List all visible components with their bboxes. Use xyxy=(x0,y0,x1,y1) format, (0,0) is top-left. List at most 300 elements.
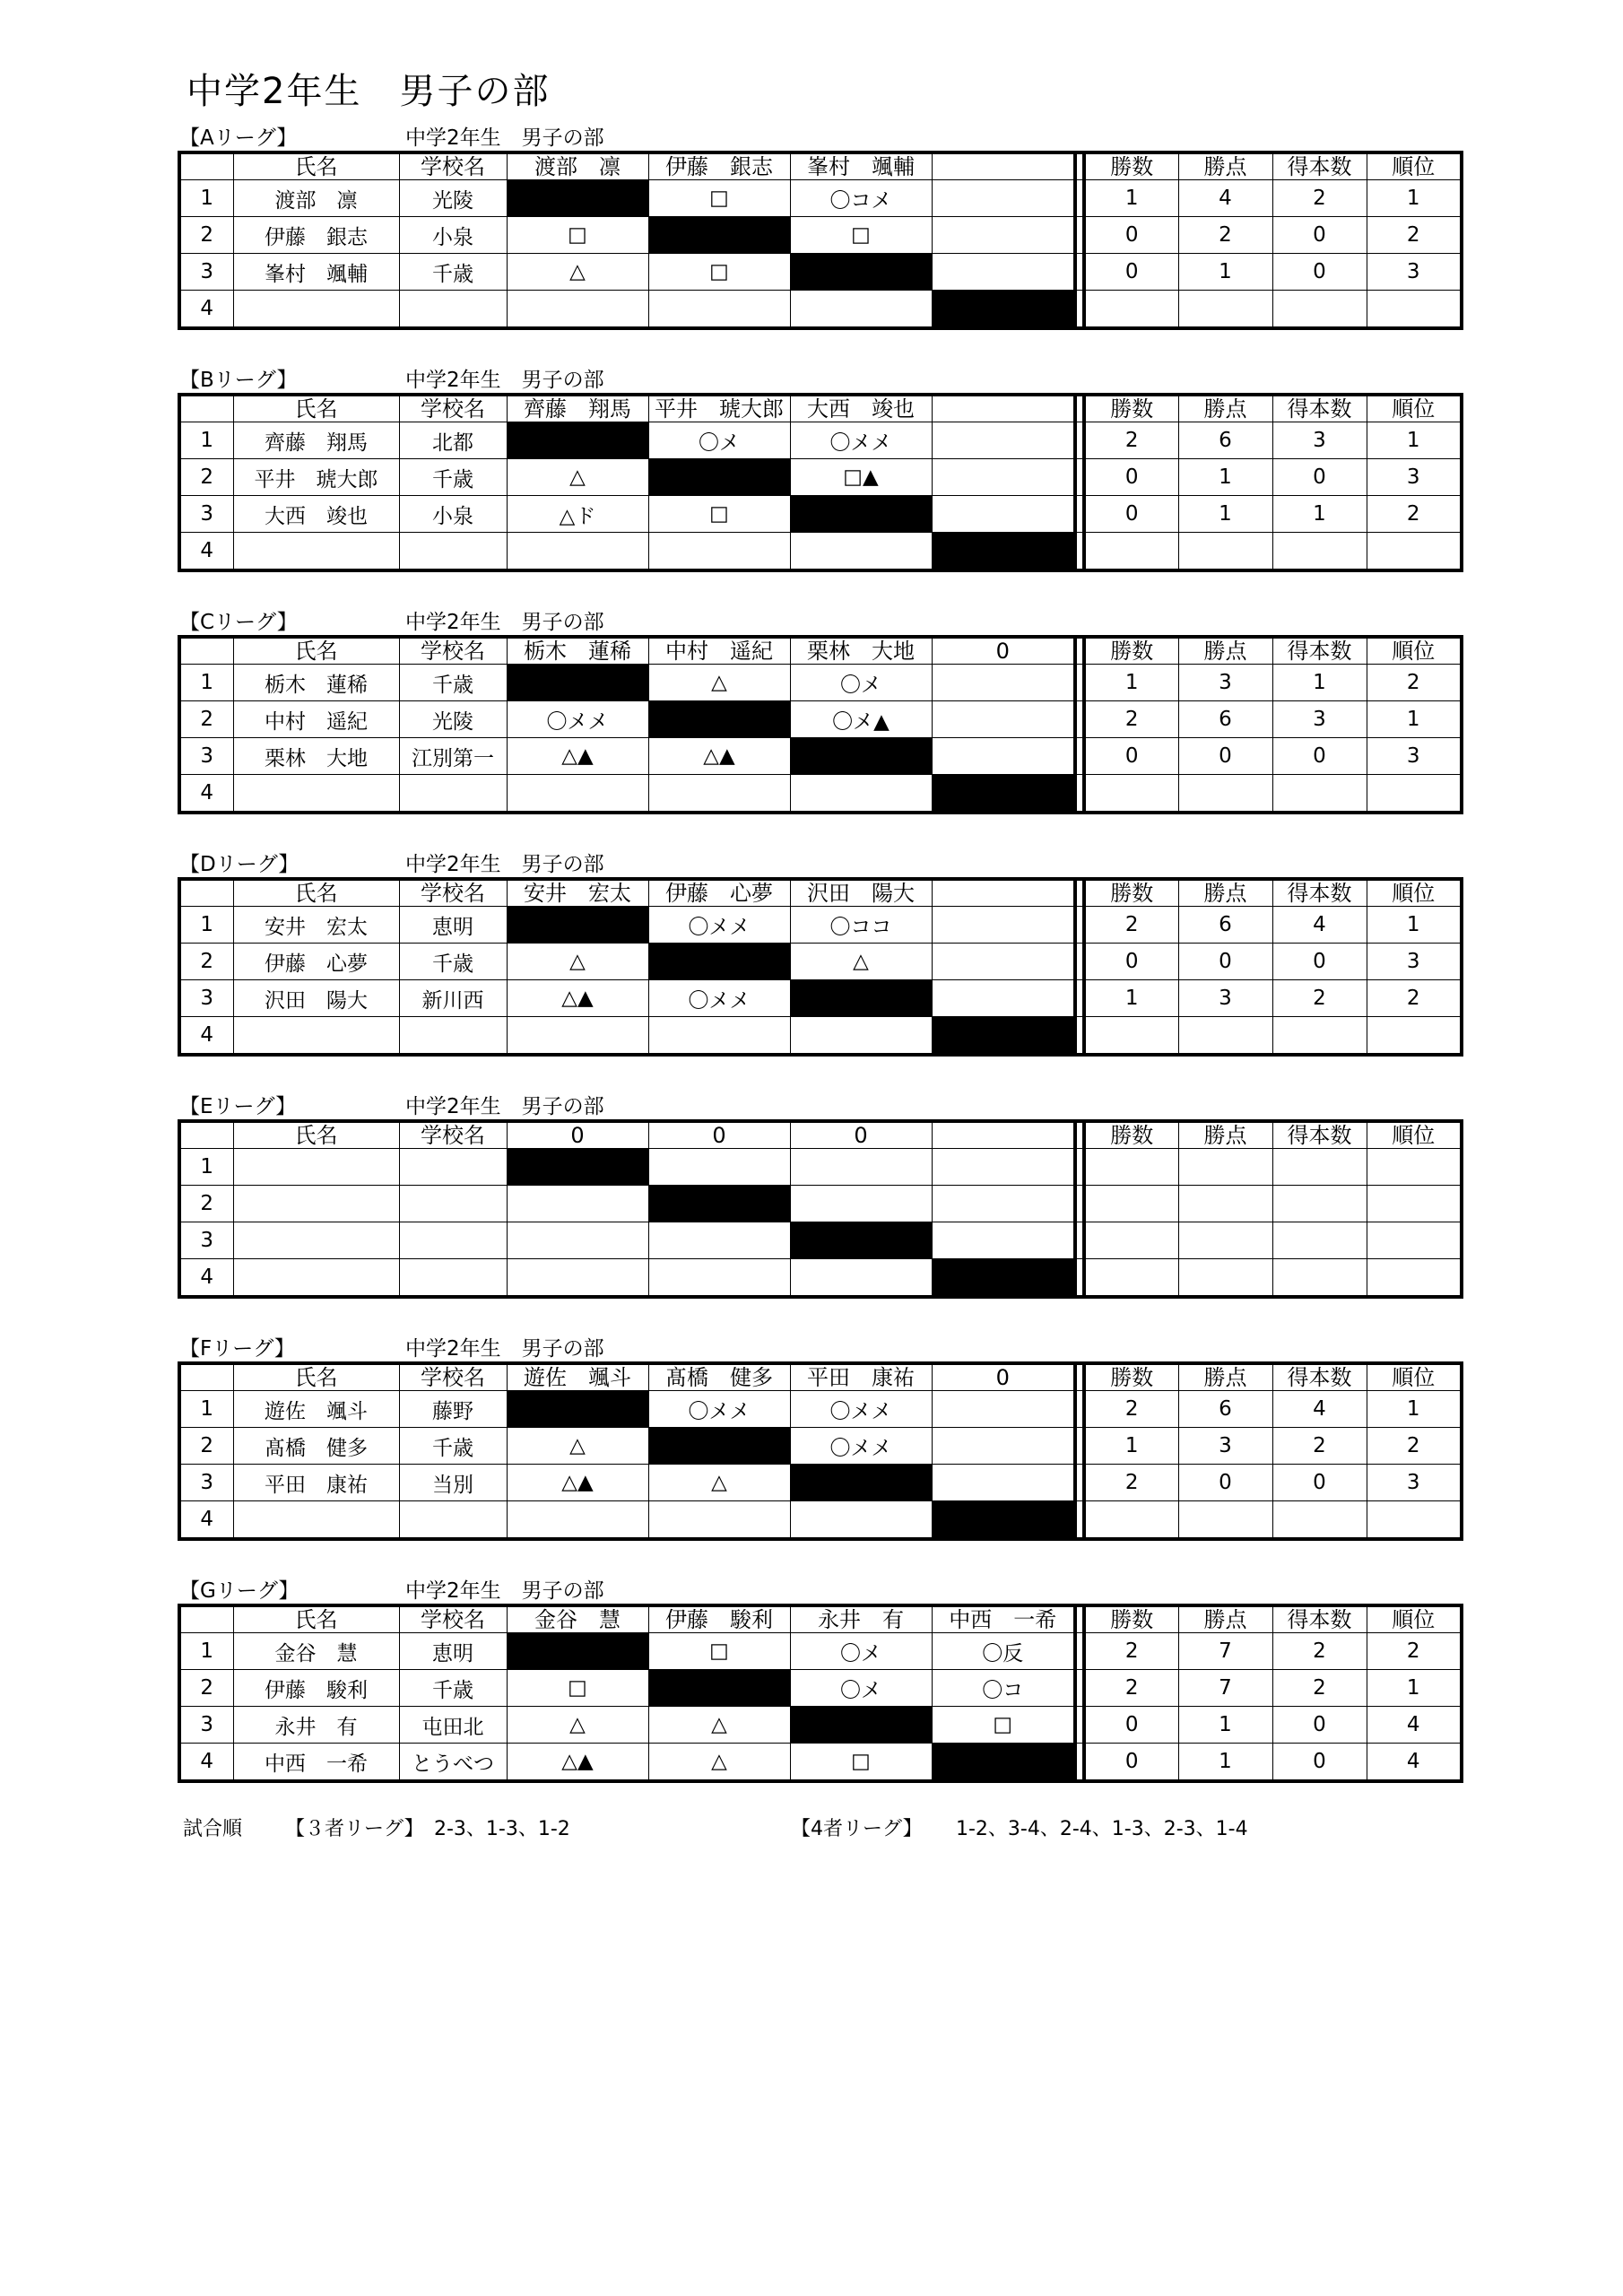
player-row xyxy=(179,1391,1462,1428)
header-opponent: 永井 有 xyxy=(790,1605,932,1633)
match-result xyxy=(648,775,790,813)
player-row xyxy=(179,533,1462,571)
player-name: 金谷 慧 xyxy=(233,1633,399,1670)
player-row xyxy=(179,738,1462,775)
player-row xyxy=(179,701,1462,738)
player-name: 伊藤 心夢 xyxy=(233,944,399,980)
match-result: 〇メ xyxy=(648,422,790,459)
row-number: 2 xyxy=(179,701,233,738)
player-school: 江別第一 xyxy=(399,738,507,775)
column-gap xyxy=(1075,217,1084,254)
stat-ippon: 2 xyxy=(1272,1428,1367,1465)
match-result xyxy=(932,701,1075,738)
column-gap xyxy=(1075,1744,1084,1782)
match-result xyxy=(790,1186,932,1222)
stat-wins xyxy=(1084,1501,1178,1540)
stat-rank: 3 xyxy=(1367,944,1462,980)
stat-ippon: 4 xyxy=(1272,1391,1367,1428)
stat-wins: 2 xyxy=(1084,1670,1178,1707)
stat-ippon: 2 xyxy=(1272,1670,1367,1707)
player-school: 光陵 xyxy=(399,701,507,738)
stat-wins xyxy=(1084,1259,1178,1298)
player-school xyxy=(399,1017,507,1056)
header-opponent xyxy=(932,1121,1075,1149)
player-row xyxy=(179,907,1462,944)
header-opponent xyxy=(932,152,1075,180)
player-school: 新川西 xyxy=(399,980,507,1017)
match-result: 〇メ▲ xyxy=(790,701,932,738)
player-row xyxy=(179,944,1462,980)
player-name: 永井 有 xyxy=(233,1707,399,1744)
player-name xyxy=(233,533,399,571)
header-wins: 勝数 xyxy=(1084,879,1178,907)
match-result xyxy=(932,1391,1075,1428)
player-school: 屯田北 xyxy=(399,1707,507,1744)
row-number: 2 xyxy=(179,1670,233,1707)
stat-rank: 2 xyxy=(1367,980,1462,1017)
player-name: 平田 康祐 xyxy=(233,1465,399,1501)
stat-ippon: 3 xyxy=(1272,422,1367,459)
header-row xyxy=(179,1363,1462,1391)
stat-ippon: 2 xyxy=(1272,180,1367,217)
header-school: 学校名 xyxy=(399,152,507,180)
match-result xyxy=(932,217,1075,254)
row-number: 1 xyxy=(179,1149,233,1186)
league-table xyxy=(178,1119,1463,1299)
match-result: □ xyxy=(648,496,790,533)
league-block xyxy=(178,1336,1460,1541)
player-row xyxy=(179,1149,1462,1186)
header-opponent: 栃木 蓮稀 xyxy=(507,637,648,665)
match-result xyxy=(790,533,932,571)
header-name: 氏名 xyxy=(233,637,399,665)
header-opponent xyxy=(932,879,1075,907)
stat-ippon: 1 xyxy=(1272,496,1367,533)
match-result xyxy=(932,738,1075,775)
header-opponent: 渡部 凛 xyxy=(507,152,648,180)
stat-points: 1 xyxy=(1178,1707,1272,1744)
match-result xyxy=(648,1259,790,1298)
stat-ippon xyxy=(1272,1259,1367,1298)
stat-ippon xyxy=(1272,1017,1367,1056)
stat-points: 1 xyxy=(1178,459,1272,496)
header-opponent xyxy=(932,395,1075,422)
player-row xyxy=(179,1259,1462,1298)
row-number: 2 xyxy=(179,217,233,254)
self-match-blackout xyxy=(648,217,790,254)
header-wins: 勝数 xyxy=(1084,152,1178,180)
match-result: □ xyxy=(507,1670,648,1707)
match-result xyxy=(932,980,1075,1017)
player-school: 恵明 xyxy=(399,1633,507,1670)
column-gap xyxy=(1075,1259,1084,1298)
stat-rank xyxy=(1367,1259,1462,1298)
player-school: 小泉 xyxy=(399,217,507,254)
column-gap xyxy=(1075,1428,1084,1465)
header-cell-no xyxy=(179,637,233,665)
stat-ippon xyxy=(1272,1501,1367,1540)
header-wins: 勝数 xyxy=(1084,637,1178,665)
self-match-blackout xyxy=(790,496,932,533)
player-name: 遊佐 颯斗 xyxy=(233,1391,399,1428)
column-gap xyxy=(1075,180,1084,217)
stat-points: 3 xyxy=(1178,980,1272,1017)
player-row xyxy=(179,1707,1462,1744)
row-number: 1 xyxy=(179,907,233,944)
row-number: 3 xyxy=(179,980,233,1017)
four-league-label: 【4者リーグ】 xyxy=(791,1818,923,1840)
player-school: 恵明 xyxy=(399,907,507,944)
stat-points: 3 xyxy=(1178,1428,1272,1465)
league-table xyxy=(178,1361,1463,1541)
header-opponent: 中西 一希 xyxy=(932,1605,1075,1633)
header-school: 学校名 xyxy=(399,1121,507,1149)
stat-points: 7 xyxy=(1178,1633,1272,1670)
league-header xyxy=(178,1578,1460,1604)
header-opponent: 峯村 颯輔 xyxy=(790,152,932,180)
stat-ippon: 0 xyxy=(1272,1465,1367,1501)
match-result: △▲ xyxy=(507,980,648,1017)
stat-ippon: 0 xyxy=(1272,1707,1367,1744)
league-name: 【Eリーグ】 xyxy=(179,1095,297,1118)
league-table xyxy=(178,393,1463,572)
self-match-blackout xyxy=(790,254,932,291)
self-match-blackout xyxy=(648,944,790,980)
match-result xyxy=(790,1259,932,1298)
match-result: △▲ xyxy=(507,738,648,775)
player-row xyxy=(179,1017,1462,1056)
header-opponent: 沢田 陽大 xyxy=(790,879,932,907)
match-result: 〇メメ xyxy=(790,422,932,459)
stat-points xyxy=(1178,1186,1272,1222)
stat-rank: 1 xyxy=(1367,1391,1462,1428)
stat-wins: 0 xyxy=(1084,1744,1178,1782)
match-result: 〇メ xyxy=(790,1633,932,1670)
stat-rank xyxy=(1367,775,1462,813)
header-cell-no xyxy=(179,1605,233,1633)
row-number: 2 xyxy=(179,1186,233,1222)
header-row xyxy=(179,152,1462,180)
match-result xyxy=(932,459,1075,496)
header-cell-no xyxy=(179,879,233,907)
three-league-label: 【３者リーグ】 xyxy=(285,1818,424,1840)
player-school xyxy=(399,775,507,813)
player-school: 光陵 xyxy=(399,180,507,217)
stat-ippon: 2 xyxy=(1272,980,1367,1017)
stat-wins xyxy=(1084,291,1178,329)
stat-points: 6 xyxy=(1178,701,1272,738)
self-match-blackout xyxy=(932,291,1075,329)
header-opponent: 平井 琥大郎 xyxy=(648,395,790,422)
match-result: △▲ xyxy=(648,738,790,775)
header-name: 氏名 xyxy=(233,1121,399,1149)
header-points: 勝点 xyxy=(1178,879,1272,907)
player-name xyxy=(233,775,399,813)
self-match-blackout xyxy=(648,1186,790,1222)
player-school: 千歳 xyxy=(399,1428,507,1465)
match-result: △ xyxy=(648,1744,790,1782)
match-result xyxy=(932,496,1075,533)
match-result: 〇メ xyxy=(790,1670,932,1707)
stat-points xyxy=(1178,1501,1272,1540)
stat-ippon xyxy=(1272,775,1367,813)
league-subtitle: 中学2年生 男子の部 xyxy=(405,369,604,392)
header-name: 氏名 xyxy=(233,152,399,180)
header-rank: 順位 xyxy=(1367,395,1462,422)
stat-wins: 1 xyxy=(1084,180,1178,217)
match-result xyxy=(932,1465,1075,1501)
player-name: 峯村 颯輔 xyxy=(233,254,399,291)
header-opponent: 0 xyxy=(932,1363,1075,1391)
column-gap xyxy=(1075,395,1084,422)
header-ippon: 得本数 xyxy=(1272,1605,1367,1633)
header-ippon: 得本数 xyxy=(1272,1363,1367,1391)
match-result: 〇ココ xyxy=(790,907,932,944)
header-rank: 順位 xyxy=(1367,1363,1462,1391)
player-row xyxy=(179,1465,1462,1501)
header-rank: 順位 xyxy=(1367,152,1462,180)
header-points: 勝点 xyxy=(1178,152,1272,180)
stat-ippon: 0 xyxy=(1272,944,1367,980)
league-subtitle: 中学2年生 男子の部 xyxy=(405,126,604,150)
match-result xyxy=(790,291,932,329)
row-number: 1 xyxy=(179,180,233,217)
header-opponent: 平田 康祐 xyxy=(790,1363,932,1391)
match-result xyxy=(507,1501,648,1540)
match-result: △▲ xyxy=(507,1465,648,1501)
player-row xyxy=(179,1670,1462,1707)
stat-ippon: 0 xyxy=(1272,1744,1367,1782)
column-gap xyxy=(1075,944,1084,980)
column-gap xyxy=(1075,1633,1084,1670)
header-school: 学校名 xyxy=(399,1605,507,1633)
column-gap xyxy=(1075,1121,1084,1149)
match-result xyxy=(932,180,1075,217)
league-block xyxy=(178,852,1460,1057)
self-match-blackout xyxy=(507,1633,648,1670)
stat-points: 1 xyxy=(1178,254,1272,291)
stat-wins xyxy=(1084,533,1178,571)
row-number: 4 xyxy=(179,533,233,571)
self-match-blackout xyxy=(507,1149,648,1186)
stat-wins: 1 xyxy=(1084,1428,1178,1465)
stat-points: 0 xyxy=(1178,1465,1272,1501)
header-points: 勝点 xyxy=(1178,1363,1272,1391)
stat-rank: 1 xyxy=(1367,701,1462,738)
page-title: 中学2年生 男子の部 xyxy=(187,71,551,112)
player-row xyxy=(179,1428,1462,1465)
self-match-blackout xyxy=(507,907,648,944)
player-school: 千歳 xyxy=(399,665,507,701)
row-number: 3 xyxy=(179,496,233,533)
header-row xyxy=(179,395,1462,422)
stat-rank: 3 xyxy=(1367,459,1462,496)
player-row xyxy=(179,217,1462,254)
stat-wins xyxy=(1084,1222,1178,1259)
match-result: △ xyxy=(648,1465,790,1501)
self-match-blackout xyxy=(932,1744,1075,1782)
column-gap xyxy=(1075,1501,1084,1540)
header-ippon: 得本数 xyxy=(1272,879,1367,907)
match-result: △▲ xyxy=(507,1744,648,1782)
match-result: □ xyxy=(648,1633,790,1670)
header-school: 学校名 xyxy=(399,395,507,422)
league-table xyxy=(178,877,1463,1057)
header-opponent: 金谷 慧 xyxy=(507,1605,648,1633)
row-number: 1 xyxy=(179,665,233,701)
stat-ippon: 2 xyxy=(1272,1633,1367,1670)
league-header xyxy=(178,126,1460,151)
column-gap xyxy=(1075,1605,1084,1633)
header-rank: 順位 xyxy=(1367,879,1462,907)
header-opponent: 0 xyxy=(790,1121,932,1149)
match-result xyxy=(648,1501,790,1540)
match-result xyxy=(648,291,790,329)
self-match-blackout xyxy=(932,533,1075,571)
match-result: 〇コメ xyxy=(790,180,932,217)
self-match-blackout xyxy=(648,701,790,738)
stat-wins: 1 xyxy=(1084,665,1178,701)
league-block xyxy=(178,610,1460,814)
stat-rank: 3 xyxy=(1367,738,1462,775)
match-order-label: 試合順 xyxy=(183,1818,243,1840)
match-result xyxy=(648,1017,790,1056)
player-row xyxy=(179,291,1462,329)
header-ippon: 得本数 xyxy=(1272,395,1367,422)
match-result xyxy=(507,533,648,571)
row-number: 4 xyxy=(179,1017,233,1056)
header-opponent: 伊藤 駿利 xyxy=(648,1605,790,1633)
header-rank: 順位 xyxy=(1367,1605,1462,1633)
column-gap xyxy=(1075,637,1084,665)
match-result xyxy=(932,1149,1075,1186)
league-header xyxy=(178,1336,1460,1361)
player-row xyxy=(179,1222,1462,1259)
header-ippon: 得本数 xyxy=(1272,637,1367,665)
league-subtitle: 中学2年生 男子の部 xyxy=(405,1337,604,1361)
player-school: 千歳 xyxy=(399,459,507,496)
match-result: □ xyxy=(507,217,648,254)
player-name: 栗林 大地 xyxy=(233,738,399,775)
header-cell-no xyxy=(179,1121,233,1149)
row-number: 4 xyxy=(179,775,233,813)
row-number: 4 xyxy=(179,1259,233,1298)
row-number: 4 xyxy=(179,1744,233,1782)
player-name xyxy=(233,1259,399,1298)
stat-rank xyxy=(1367,533,1462,571)
match-result xyxy=(507,775,648,813)
column-gap xyxy=(1075,459,1084,496)
player-name: 伊藤 駿利 xyxy=(233,1670,399,1707)
player-school: とうべつ xyxy=(399,1744,507,1782)
match-result xyxy=(507,291,648,329)
header-opponent: 安井 宏太 xyxy=(507,879,648,907)
stat-points: 0 xyxy=(1178,944,1272,980)
player-school: 千歳 xyxy=(399,1670,507,1707)
self-match-blackout xyxy=(648,1670,790,1707)
stat-rank: 1 xyxy=(1367,180,1462,217)
match-result: 〇メ xyxy=(790,665,932,701)
player-row xyxy=(179,980,1462,1017)
match-result xyxy=(648,533,790,571)
stat-wins: 0 xyxy=(1084,1707,1178,1744)
stat-points xyxy=(1178,775,1272,813)
column-gap xyxy=(1075,496,1084,533)
stat-rank: 4 xyxy=(1367,1744,1462,1782)
stat-rank: 3 xyxy=(1367,1465,1462,1501)
match-result xyxy=(507,1259,648,1298)
stat-points: 4 xyxy=(1178,180,1272,217)
header-name: 氏名 xyxy=(233,1363,399,1391)
stat-wins: 2 xyxy=(1084,422,1178,459)
match-result xyxy=(790,775,932,813)
player-row xyxy=(179,775,1462,813)
player-row xyxy=(179,254,1462,291)
stat-rank: 1 xyxy=(1367,907,1462,944)
stat-wins: 2 xyxy=(1084,1465,1178,1501)
column-gap xyxy=(1075,701,1084,738)
self-match-blackout xyxy=(507,1391,648,1428)
stat-ippon xyxy=(1272,533,1367,571)
stat-points: 1 xyxy=(1178,496,1272,533)
stat-ippon: 3 xyxy=(1272,701,1367,738)
header-school: 学校名 xyxy=(399,879,507,907)
match-result: 〇メメ xyxy=(790,1391,932,1428)
league-subtitle: 中学2年生 男子の部 xyxy=(405,611,604,634)
header-name: 氏名 xyxy=(233,395,399,422)
column-gap xyxy=(1075,1707,1084,1744)
self-match-blackout xyxy=(932,775,1075,813)
match-result xyxy=(507,1017,648,1056)
player-name xyxy=(233,1017,399,1056)
header-wins: 勝数 xyxy=(1084,1605,1178,1633)
stat-points: 6 xyxy=(1178,1391,1272,1428)
match-result xyxy=(932,254,1075,291)
match-result xyxy=(507,1186,648,1222)
league-name: 【Dリーグ】 xyxy=(179,853,299,876)
stat-wins xyxy=(1084,1149,1178,1186)
header-name: 氏名 xyxy=(233,879,399,907)
stat-rank: 1 xyxy=(1367,1670,1462,1707)
player-name: 伊藤 銀志 xyxy=(233,217,399,254)
stat-points: 7 xyxy=(1178,1670,1272,1707)
stat-ippon: 0 xyxy=(1272,738,1367,775)
match-result: □ xyxy=(648,254,790,291)
player-school: 藤野 xyxy=(399,1391,507,1428)
match-result: 〇コ xyxy=(932,1670,1075,1707)
match-result: △ xyxy=(507,1428,648,1465)
header-points: 勝点 xyxy=(1178,1121,1272,1149)
match-result xyxy=(932,422,1075,459)
stat-points: 6 xyxy=(1178,907,1272,944)
stat-points xyxy=(1178,291,1272,329)
stat-points: 6 xyxy=(1178,422,1272,459)
stat-points xyxy=(1178,1259,1272,1298)
row-number: 2 xyxy=(179,1428,233,1465)
column-gap xyxy=(1075,1149,1084,1186)
player-school: 小泉 xyxy=(399,496,507,533)
stat-wins xyxy=(1084,775,1178,813)
stat-rank: 2 xyxy=(1367,1428,1462,1465)
match-result: △ xyxy=(507,1707,648,1744)
self-match-blackout xyxy=(932,1017,1075,1056)
header-opponent: 0 xyxy=(507,1121,648,1149)
header-cell-no xyxy=(179,1363,233,1391)
row-number: 1 xyxy=(179,1633,233,1670)
header-row xyxy=(179,1121,1462,1149)
league-header xyxy=(178,610,1460,635)
stat-wins: 1 xyxy=(1084,980,1178,1017)
